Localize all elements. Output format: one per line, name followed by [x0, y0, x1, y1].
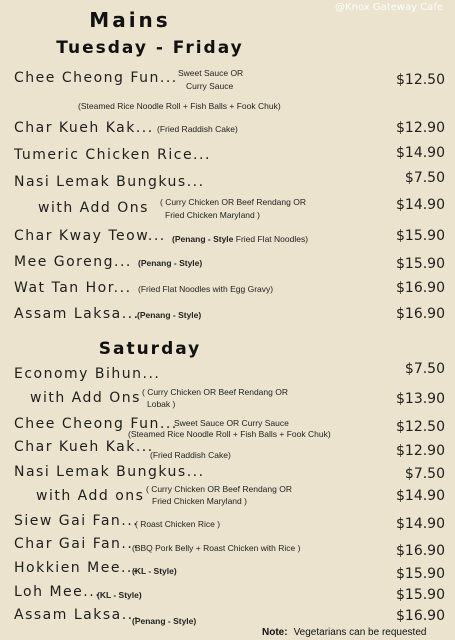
- section-title-saturday: Saturday: [98, 339, 202, 359]
- item-desc: (Fried Flat Noodles with Egg Gravy): [138, 284, 274, 294]
- item-style: (Penang - Style: [172, 234, 234, 244]
- item-desc: (Fried Raddish Cake): [150, 450, 231, 460]
- item-price: $14.90: [396, 488, 445, 504]
- item-name: Char Gai Fan...: [14, 536, 140, 552]
- item-desc: Sweet Sauce OR: [178, 68, 244, 78]
- note-label: Note:: [262, 627, 288, 638]
- item-desc: ( Curry Chicken OR Beef Rendang OR: [142, 387, 288, 397]
- item-price: $12.50: [396, 72, 445, 88]
- item-desc: Lobak ): [147, 399, 176, 409]
- item-price: $12.90: [396, 120, 445, 136]
- item-desc: [132, 566, 177, 577]
- item-name: Loh Mee...: [14, 584, 102, 600]
- watermark: @Knox Gateway Cafe: [335, 2, 443, 13]
- item-name: Economy Bihun...: [14, 366, 161, 382]
- item-desc: [132, 616, 196, 627]
- item-style: (KL - Style): [132, 566, 177, 576]
- item-price: $15.90: [396, 587, 445, 603]
- item-name: Tumeric Chicken Rice...: [14, 147, 211, 163]
- item-desc: [97, 590, 142, 601]
- item-name: Mee Goreng...: [14, 254, 132, 270]
- item-name: Assam Laksa...: [14, 306, 140, 322]
- item-name: Wat Tan Hor...: [14, 280, 132, 296]
- item-price: $16.90: [396, 280, 445, 296]
- item-price: $14.90: [396, 145, 445, 161]
- item-name: Siew Gai Fan...: [14, 513, 140, 529]
- item-name: Char Kueh Kak...: [14, 120, 154, 136]
- item-desc: ( Curry Chicken OR Beef Rendang OR: [160, 197, 306, 207]
- item-style: (Penang - Style): [138, 258, 203, 268]
- menu-heading: Mains: [89, 8, 171, 32]
- item-price: $16.90: [396, 543, 445, 559]
- item-style: (Penang - Style): [137, 310, 202, 320]
- item-desc: ( Roast Chicken Rice ): [135, 519, 221, 529]
- item-price: $7.50: [404, 170, 445, 186]
- item-name: Hokkien Mee...: [14, 560, 139, 576]
- item-desc: Fried Chicken Maryland ): [152, 496, 247, 506]
- item-desc: (Steamed Rice Noodle Roll + Fish Balls + Fook Chuk): [78, 101, 281, 111]
- item-desc: [137, 310, 201, 321]
- footer-note: [262, 627, 426, 638]
- item-desc: (Steamed Rice Noodle Roll + Fish Balls + Fook Chuk): [128, 429, 331, 439]
- item-desc: [172, 234, 308, 245]
- item-name: with Add Ons: [30, 390, 141, 406]
- item-price: $7.50: [404, 466, 445, 482]
- item-style: (Penang - Style): [132, 616, 197, 626]
- item-name: with Add Ons: [38, 200, 149, 216]
- item-desc: ( Curry Chicken OR Beef Rendang OR: [146, 484, 292, 494]
- item-desc: Curry Sauce: [186, 81, 234, 91]
- item-price: $7.50: [404, 361, 445, 377]
- section-title-weekdays: Tuesday - Friday: [56, 38, 244, 58]
- item-price: $14.90: [396, 516, 445, 532]
- item-name: Char Kway Teow...: [14, 228, 166, 244]
- item-desc: (BBQ Pork Belly + Roast Chicken with Rice ): [132, 543, 301, 553]
- item-desc: (Fried Raddish Cake): [157, 124, 238, 134]
- item-price: $12.50: [396, 419, 445, 435]
- item-name: with Add ons: [36, 488, 145, 504]
- item-style-desc: Fried Flat Noodles): [233, 234, 309, 244]
- item-name: Nasi Lemak Bungkus...: [14, 174, 205, 190]
- item-price: $14.90: [396, 197, 445, 213]
- item-name: Nasi Lemak Bungkus...: [14, 464, 205, 480]
- item-name: Char Kueh Kak...: [14, 439, 154, 455]
- item-desc: [138, 258, 202, 269]
- item-name: Chee Cheong Fun...: [14, 70, 178, 86]
- item-price: $15.90: [396, 228, 445, 244]
- item-desc: Fried Chicken Maryland ): [165, 210, 260, 220]
- item-price: $13.90: [396, 391, 445, 407]
- note-text: Vegetarians can be requested: [293, 627, 427, 638]
- item-name: Assam Laksa...: [14, 607, 140, 623]
- item-price: $16.90: [396, 306, 445, 322]
- item-price: $12.90: [396, 443, 445, 459]
- item-name: Chee Cheong Fun...: [14, 416, 178, 432]
- item-price: $15.90: [396, 256, 445, 272]
- item-price: $15.90: [396, 566, 445, 582]
- item-desc: Sweet Sauce OR Curry Sauce: [174, 418, 289, 428]
- item-price: $16.90: [396, 608, 445, 624]
- item-style: (KL - Style): [97, 590, 142, 600]
